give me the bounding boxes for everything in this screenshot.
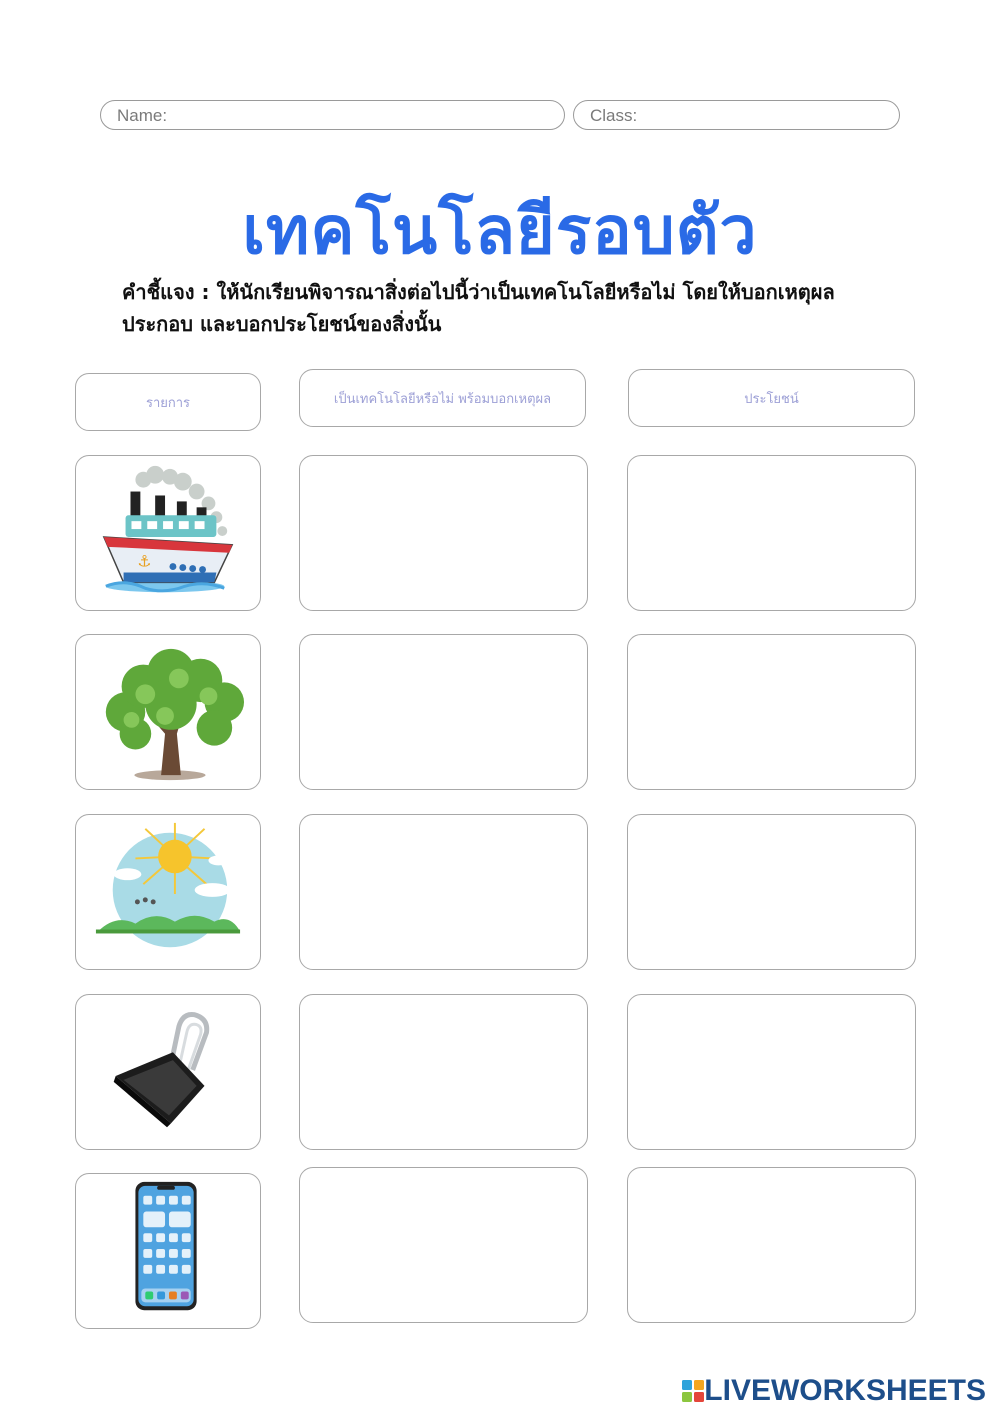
item-cell-smartphone [75,1173,261,1329]
technology-answer-tree[interactable] [299,634,588,790]
name-label: Name: [117,106,168,125]
svg-text:⚓: ⚓ [137,551,152,571]
item-cell-sun [75,814,261,970]
item-cell-ship [75,455,261,611]
sun-icon [76,815,260,969]
binder-clip-icon [76,995,260,1149]
technology-answer-ship[interactable] [299,455,588,611]
item-cell-binder-clip [75,994,261,1150]
liveworksheets-logo-text: LIVEWORKSHEETS [704,1374,986,1407]
class-label: Class: [590,106,638,125]
benefit-answer-sun[interactable] [627,814,916,970]
header-item [75,373,261,431]
liveworksheets-logo[interactable] [682,1374,986,1408]
header-benefit [628,369,915,427]
instructions-line-1: คำชี้แจง : ให้นักเรียนพิจารณาสิ่งต่อไปนี้ว่าเป็นเทคโนโลยีหรือไม่ โดยให้บอกเหตุผล [122,280,835,304]
ship-icon [76,456,260,610]
benefit-answer-binder-clip[interactable] [627,994,916,1150]
benefit-answer-tree[interactable] [627,634,916,790]
liveworksheets-logo-icon [682,1380,704,1402]
header-benefit-label: ประโยชน์ [744,391,799,407]
technology-answer-smartphone[interactable] [299,1167,588,1323]
technology-answer-binder-clip[interactable] [299,994,588,1150]
benefit-answer-smartphone[interactable] [627,1167,916,1323]
instructions-line-2: ประกอบ และบอกประโยชน์ของสิ่งนั้น [122,312,442,336]
header-technology-label: เป็นเทคโนโลยีหรือไม่ พร้อมบอกเหตุผล [333,391,552,407]
tree-icon [76,635,260,789]
name-field[interactable] [100,100,565,130]
header-technology [299,369,586,427]
class-field[interactable] [573,100,900,130]
header-item-label: รายการ [145,395,191,411]
page-title: เทคโนโลยีรอบตัว [242,192,758,269]
technology-answer-sun[interactable] [299,814,588,970]
item-cell-tree [75,634,261,790]
smartphone-icon [76,1174,260,1328]
benefit-answer-ship[interactable] [627,455,916,611]
